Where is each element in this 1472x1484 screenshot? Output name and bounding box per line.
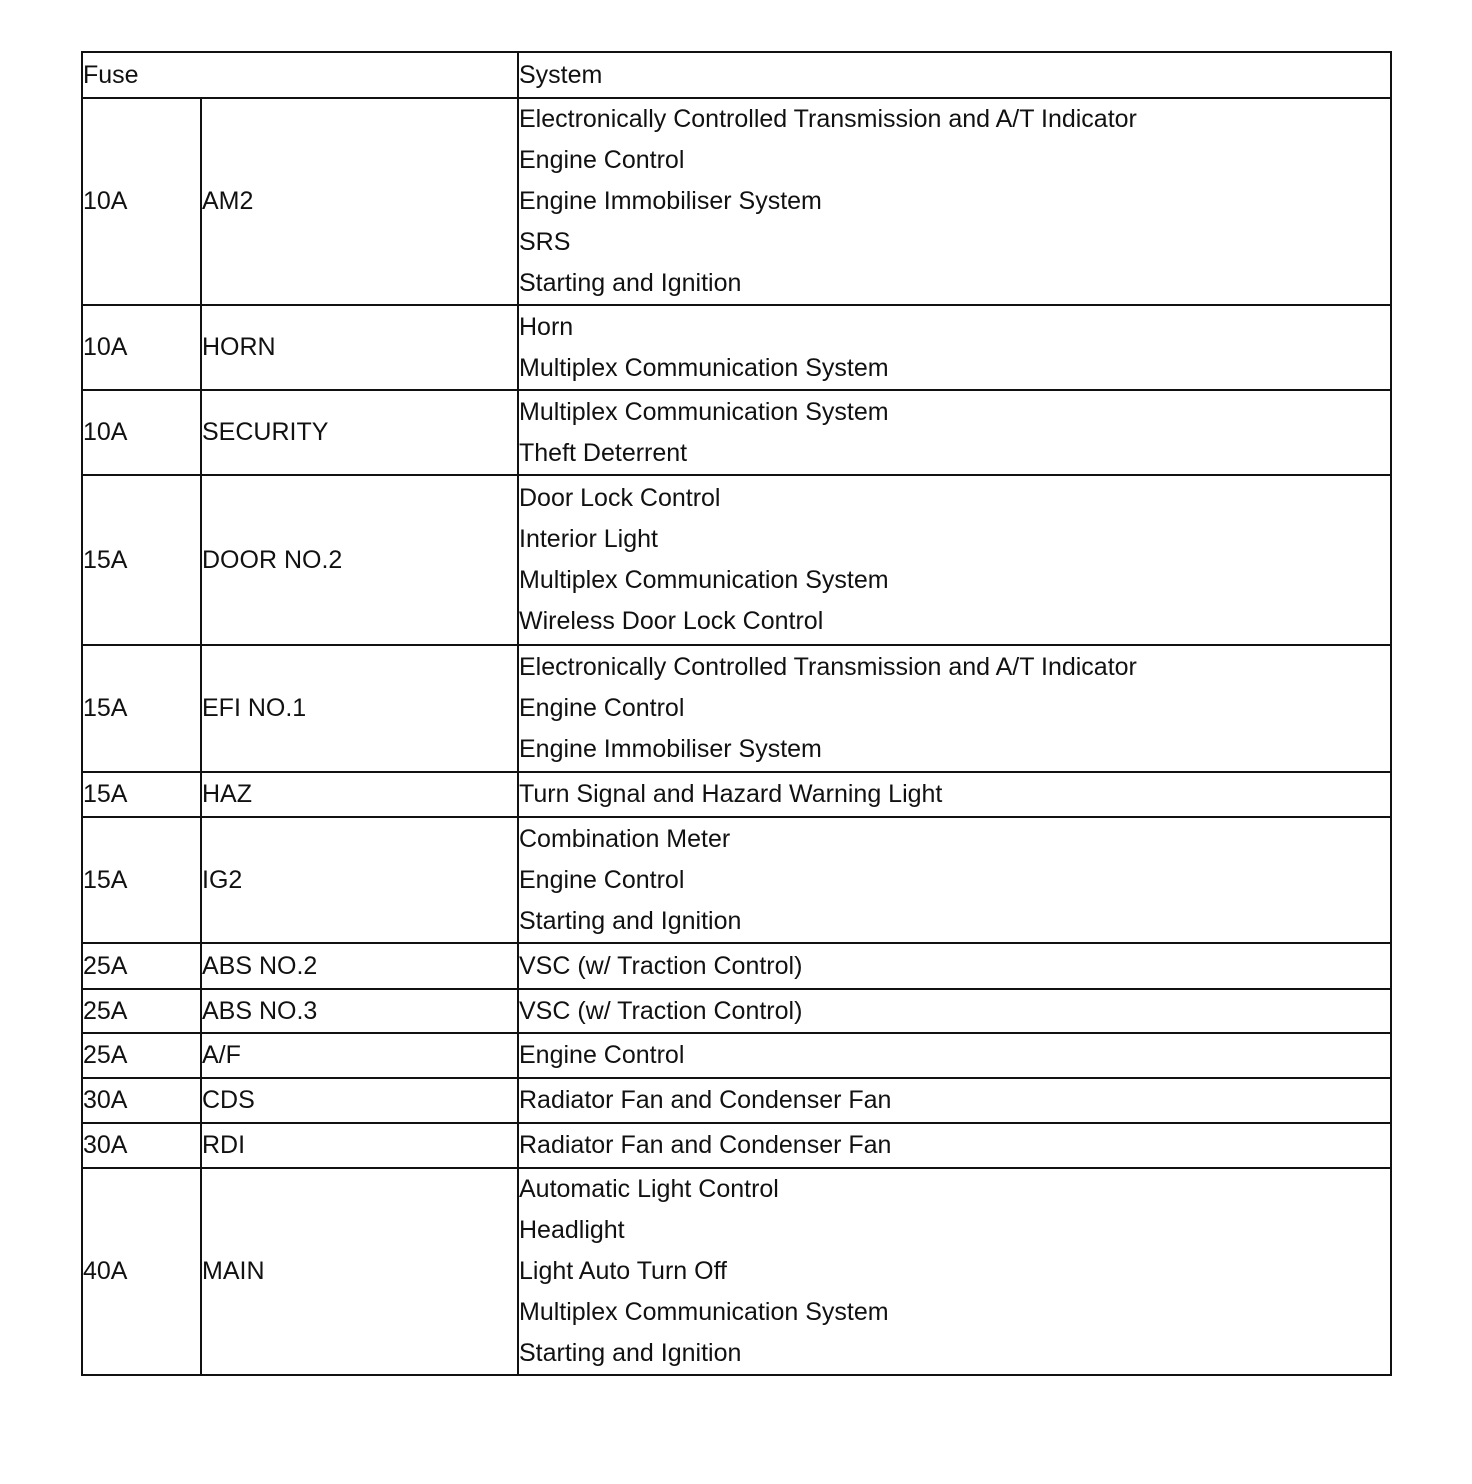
- system-item: Radiator Fan and Condenser Fan: [519, 1086, 892, 1114]
- system-item: Starting and Ignition: [519, 1339, 742, 1367]
- system-item: Multiplex Communication System: [519, 1298, 889, 1326]
- fuse-amperage: 10A: [82, 98, 201, 305]
- system-item: Engine Control: [519, 694, 685, 722]
- system-item: Automatic Light Control: [519, 1175, 779, 1203]
- table-row: [82, 98, 1391, 305]
- system-item: Door Lock Control: [519, 484, 721, 512]
- system-list: [518, 1078, 1391, 1123]
- fuse-name: HAZ: [201, 772, 518, 817]
- fuse-amperage: 30A: [82, 1123, 201, 1168]
- fuse-name: CDS: [201, 1078, 518, 1123]
- system-item: Engine Control: [519, 146, 685, 174]
- system-item: Electronically Controlled Transmission and A/T Indicator: [519, 653, 1137, 681]
- fuse-amperage: 25A: [82, 943, 201, 989]
- fuse-name: IG2: [201, 817, 518, 943]
- system-list: [518, 1033, 1391, 1078]
- system-item: Engine Control: [519, 865, 685, 894]
- system-item: Multiplex Communication System: [519, 566, 889, 594]
- system-item: Starting and Ignition: [519, 906, 742, 935]
- system-item: Electronically Controlled Transmission and A/T Indicator: [519, 105, 1137, 133]
- fuse-name: RDI: [201, 1123, 518, 1168]
- fuse-name: HORN: [201, 305, 518, 390]
- fuse-amperage: 25A: [82, 1033, 201, 1078]
- system-item: Light Auto Turn Off: [519, 1257, 728, 1285]
- fuse-amperage: 25A: [82, 989, 201, 1033]
- table-row: [82, 1123, 1391, 1168]
- table-row: [82, 943, 1391, 989]
- fuse-amperage: 40A: [82, 1168, 201, 1375]
- fuse-amperage: 10A: [82, 305, 201, 390]
- system-list: [518, 943, 1391, 989]
- system-list: [518, 772, 1391, 817]
- system-item: Multiplex Communication System: [519, 397, 889, 426]
- table-row: [82, 1078, 1391, 1123]
- system-item: SRS: [519, 228, 571, 256]
- system-item: VSC (w/ Traction Control): [519, 996, 803, 1025]
- fuse-name: ABS NO.2: [201, 943, 518, 989]
- fuse-amperage: 10A: [82, 390, 201, 475]
- table-row: [82, 390, 1391, 475]
- system-list: [518, 1168, 1391, 1375]
- table-body: [82, 98, 1391, 1375]
- fuse-table: [81, 51, 1392, 1376]
- system-list: [518, 1123, 1391, 1168]
- fuse-amperage: 30A: [82, 1078, 201, 1123]
- header-row: [82, 52, 1391, 98]
- fuse-name: MAIN: [201, 1168, 518, 1375]
- system-list: [518, 475, 1391, 645]
- table-row: [82, 817, 1391, 943]
- fuse-name: EFI NO.1: [201, 645, 518, 772]
- system-item: Starting and Ignition: [519, 269, 742, 297]
- fuse-name: DOOR NO.2: [201, 475, 518, 645]
- fuse-name: SECURITY: [201, 390, 518, 475]
- system-list: [518, 390, 1391, 475]
- table-row: [82, 772, 1391, 817]
- system-item: Theft Deterrent: [519, 438, 688, 467]
- table-row: [82, 305, 1391, 390]
- system-list: [518, 989, 1391, 1033]
- system-item: Multiplex Communication System: [519, 353, 889, 382]
- fuse-amperage: 15A: [82, 772, 201, 817]
- header-fuse: Fuse: [82, 52, 518, 98]
- system-item: Radiator Fan and Condenser Fan: [519, 1131, 892, 1159]
- system-item: Engine Immobiliser System: [519, 187, 822, 215]
- system-list: [518, 98, 1391, 305]
- system-item: Headlight: [519, 1216, 625, 1244]
- system-list: [518, 817, 1391, 943]
- system-item: Wireless Door Lock Control: [519, 607, 824, 635]
- table-row: [82, 475, 1391, 645]
- table-row: [82, 989, 1391, 1033]
- system-item: Interior Light: [519, 525, 658, 553]
- system-list: [518, 305, 1391, 390]
- table-row: [82, 1168, 1391, 1375]
- system-item: Engine Immobiliser System: [519, 735, 822, 763]
- system-item: Horn: [519, 312, 574, 341]
- table-row: [82, 645, 1391, 772]
- system-item: Turn Signal and Hazard Warning Light: [519, 780, 943, 808]
- fuse-amperage: 15A: [82, 475, 201, 645]
- fuse-name: ABS NO.3: [201, 989, 518, 1033]
- system-list: [518, 645, 1391, 772]
- fuse-amperage: 15A: [82, 817, 201, 943]
- fuse-amperage: 15A: [82, 645, 201, 772]
- table-row: [82, 1033, 1391, 1078]
- system-item: Combination Meter: [519, 824, 731, 853]
- header-system: System: [518, 52, 1391, 98]
- fuse-name: A/F: [201, 1033, 518, 1078]
- system-item: Engine Control: [519, 1041, 685, 1069]
- system-item: VSC (w/ Traction Control): [519, 951, 803, 980]
- fuse-name: AM2: [201, 98, 518, 305]
